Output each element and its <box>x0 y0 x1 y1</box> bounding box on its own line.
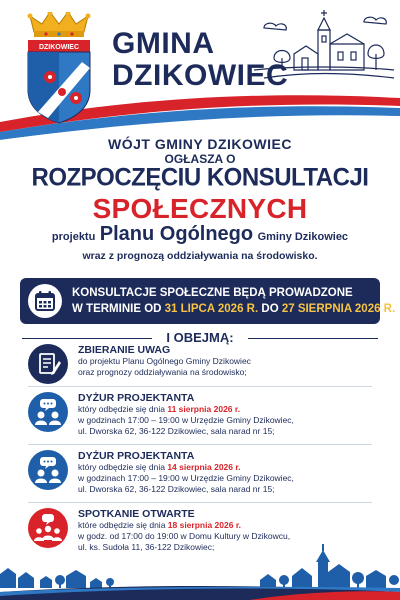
item-body <box>78 392 388 437</box>
coat-of-arms-icon <box>20 12 98 124</box>
svg-text:DZIKOWIEC: DZIKOWIEC <box>38 44 80 51</box>
item-line <box>78 404 388 415</box>
document-pen-icon <box>28 344 68 384</box>
consultation-dates-banner <box>20 278 396 324</box>
banner-line-1: KONSULTACJE SPOŁECZNE BĘDĄ PROWADZONE <box>72 287 353 299</box>
item-separator <box>28 386 372 387</box>
item-line: oraz prognozy oddziaływania na środowisko; <box>78 367 247 377</box>
item-line: ul. Dworska 62, 36-122 Dzikowiec, sala narad nr 15; <box>78 426 275 436</box>
item-line: ul. Dworska 62, 36-122 Dzikowiec, sala narad nr 15; <box>78 484 275 494</box>
header <box>0 0 400 135</box>
date-to: 27 SIERPNIA 2026 R. <box>281 303 396 315</box>
item-date: 14 sierpnia 2026 r. <box>167 462 241 472</box>
item-title: ZBIERANIE UWAG <box>78 344 171 356</box>
people-chat-icon <box>28 450 68 490</box>
item-separator <box>28 502 372 503</box>
item-date-label: które odbędzie się dnia <box>78 520 168 530</box>
banner-text <box>72 285 396 317</box>
footer-townscape <box>0 540 400 600</box>
item-title: DYŻUR PROJEKTANTA <box>78 392 195 404</box>
banner-line-2 <box>72 301 396 317</box>
crown-icon <box>28 12 91 37</box>
announcement-headline: ROZPOCZĘCIU KONSULTACJI <box>31 163 369 192</box>
item-line <box>78 462 388 473</box>
item-line <box>78 520 388 531</box>
item-line: w godzinach 17:00 – 19:00 w Urzędzie Gminy Dzikowiec, <box>78 415 294 425</box>
announcement-subject <box>0 223 400 246</box>
item-date-label: który odbędzie się dnia <box>78 462 168 472</box>
subject-prefix: projektu <box>51 231 96 243</box>
subject-suffix: Gminy Dzikowiec <box>257 231 349 243</box>
announcement-headline-red: SPOŁECZNYCH <box>92 193 308 224</box>
announcement-note: wraz z prognozą oddziaływania na środowisko. <box>82 250 318 262</box>
title-line-1: GMINA <box>112 27 215 60</box>
item-line: ul. ks. Sudoła 11, 36-122 Dzikowiec; <box>78 542 215 552</box>
item-line: do projektu Planu Ogólnego Gminy Dzikowiec <box>78 356 251 366</box>
section-title: I OBEJMĄ: <box>166 330 234 345</box>
calendar-icon <box>28 284 62 318</box>
item-body <box>78 450 388 495</box>
subject-main: Planu Ogólnego <box>99 223 254 245</box>
village-illustration <box>254 8 394 88</box>
item-date-label: który odbędzie się dnia <box>78 404 168 414</box>
item-title: DYŻUR PROJEKTANTA <box>78 450 195 462</box>
title-line-2: DZIKOWIEC <box>112 59 289 92</box>
date-from: 31 LIPCA 2026 R. <box>164 303 259 315</box>
announcement-author: WÓJT GMINY DZIKOWIEC <box>108 136 292 152</box>
item-separator <box>28 444 372 445</box>
banner-from-label: W TERMINIE OD <box>72 303 165 315</box>
item-date: 11 sierpnia 2026 r. <box>167 404 241 414</box>
announcement-verb: OGŁASZA O <box>164 152 236 166</box>
banner-to-label: DO <box>258 303 282 315</box>
item-date: 18 sierpnia 2026 r. <box>167 520 242 530</box>
item-title: SPOTKANIE OTWARTE <box>78 508 195 520</box>
item-line: w godz. od 17:00 do 19:00 w Domu Kultury w Dzikowcu, <box>78 531 291 541</box>
people-chat-icon <box>28 392 68 432</box>
item-line: w godzinach 17:00 – 19:00 w Urzędzie Gminy Dzikowiec, <box>78 473 294 483</box>
item-body <box>78 344 388 378</box>
